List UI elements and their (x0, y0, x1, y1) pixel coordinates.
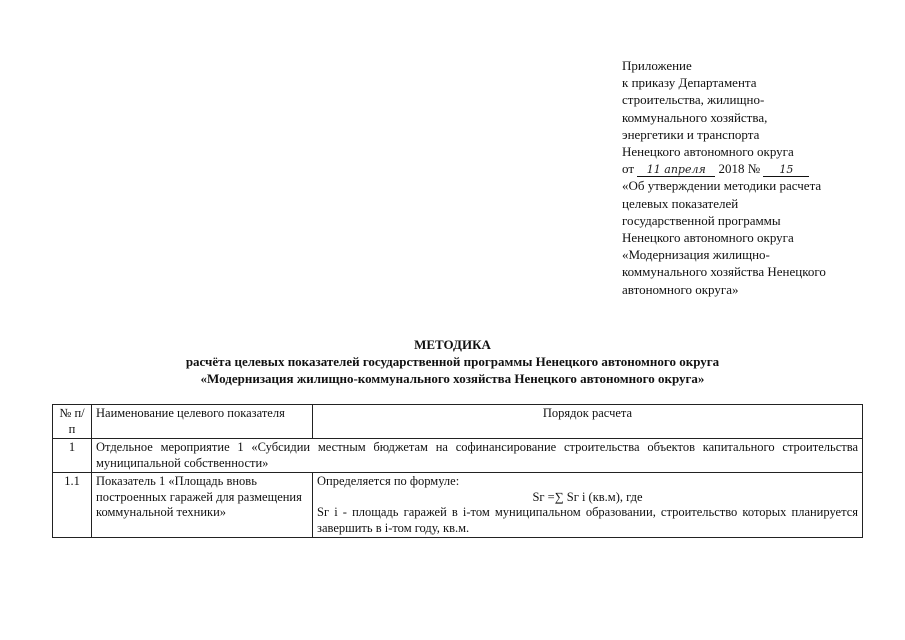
appendix-line: Ненецкого автономного округа (622, 144, 794, 160)
subject-line: коммунального хозяйства Ненецкого (622, 264, 826, 280)
calc-explanation: Sг i - площадь гаражей в i-том муниципальном образовании, строительство которых планируется завершить в i-том году, кв.м. (317, 505, 858, 535)
appendix-line: энергетики и транспорта (622, 126, 760, 142)
subject-line: государственной программы (622, 212, 781, 228)
subject-line: целевых показателей (622, 195, 739, 211)
appendix-line: к приказу Департамента (622, 75, 757, 91)
section-row (53, 439, 863, 473)
table-row (53, 473, 863, 538)
section-num: 1 (53, 439, 92, 473)
title-subtitle: расчёта целевых показателей государственной программы Ненецкого автономного округа (185, 354, 720, 369)
methodology-table (52, 404, 863, 538)
title-main: МЕТОДИКА (414, 337, 491, 352)
document-title (0, 336, 905, 387)
subject-line: «Модернизация жилищно- (622, 247, 770, 263)
calc-formula: Sг =∑ Sг i (кв.м), где (532, 489, 643, 504)
calc-cell (313, 473, 863, 538)
indicator-name: Показатель 1 «Площадь вновь построенных гаражей для размещения коммунальной техники» (92, 473, 313, 538)
subject-line: Ненецкого автономного округа (622, 230, 794, 246)
order-year: 2018 № (718, 161, 761, 177)
subject-line: автономного округа» (622, 281, 739, 297)
calc-intro: Определяется по формуле: (317, 474, 460, 488)
header-name: Наименование целевого показателя (92, 405, 313, 439)
subject-line: «Об утверждении методики расчета (622, 178, 822, 194)
appendix-line: строительства, жилищно- (622, 92, 765, 108)
appendix-line: коммунального хозяйства, (622, 109, 768, 125)
row-num: 1.1 (53, 473, 92, 538)
order-date-line (622, 160, 882, 177)
title-program: «Модернизация жилищно-коммунального хозяйства Ненецкого автономного округа» (200, 371, 705, 386)
section-text: Отдельное мероприятие 1 «Субсидии местным бюджетам на софинансирование строительства объектов капитального строительства муниципальной собственности» (92, 439, 863, 473)
header-calc: Порядок расчета (313, 405, 863, 439)
header-num: № п/п (53, 405, 92, 439)
handwritten-order-number: 15 (763, 163, 809, 177)
appendix-block (622, 57, 882, 298)
handwritten-date: 11 апреля (637, 163, 715, 177)
table-header-row (53, 405, 863, 439)
appendix-line: Приложение (622, 58, 692, 73)
date-prefix: от (622, 161, 635, 177)
